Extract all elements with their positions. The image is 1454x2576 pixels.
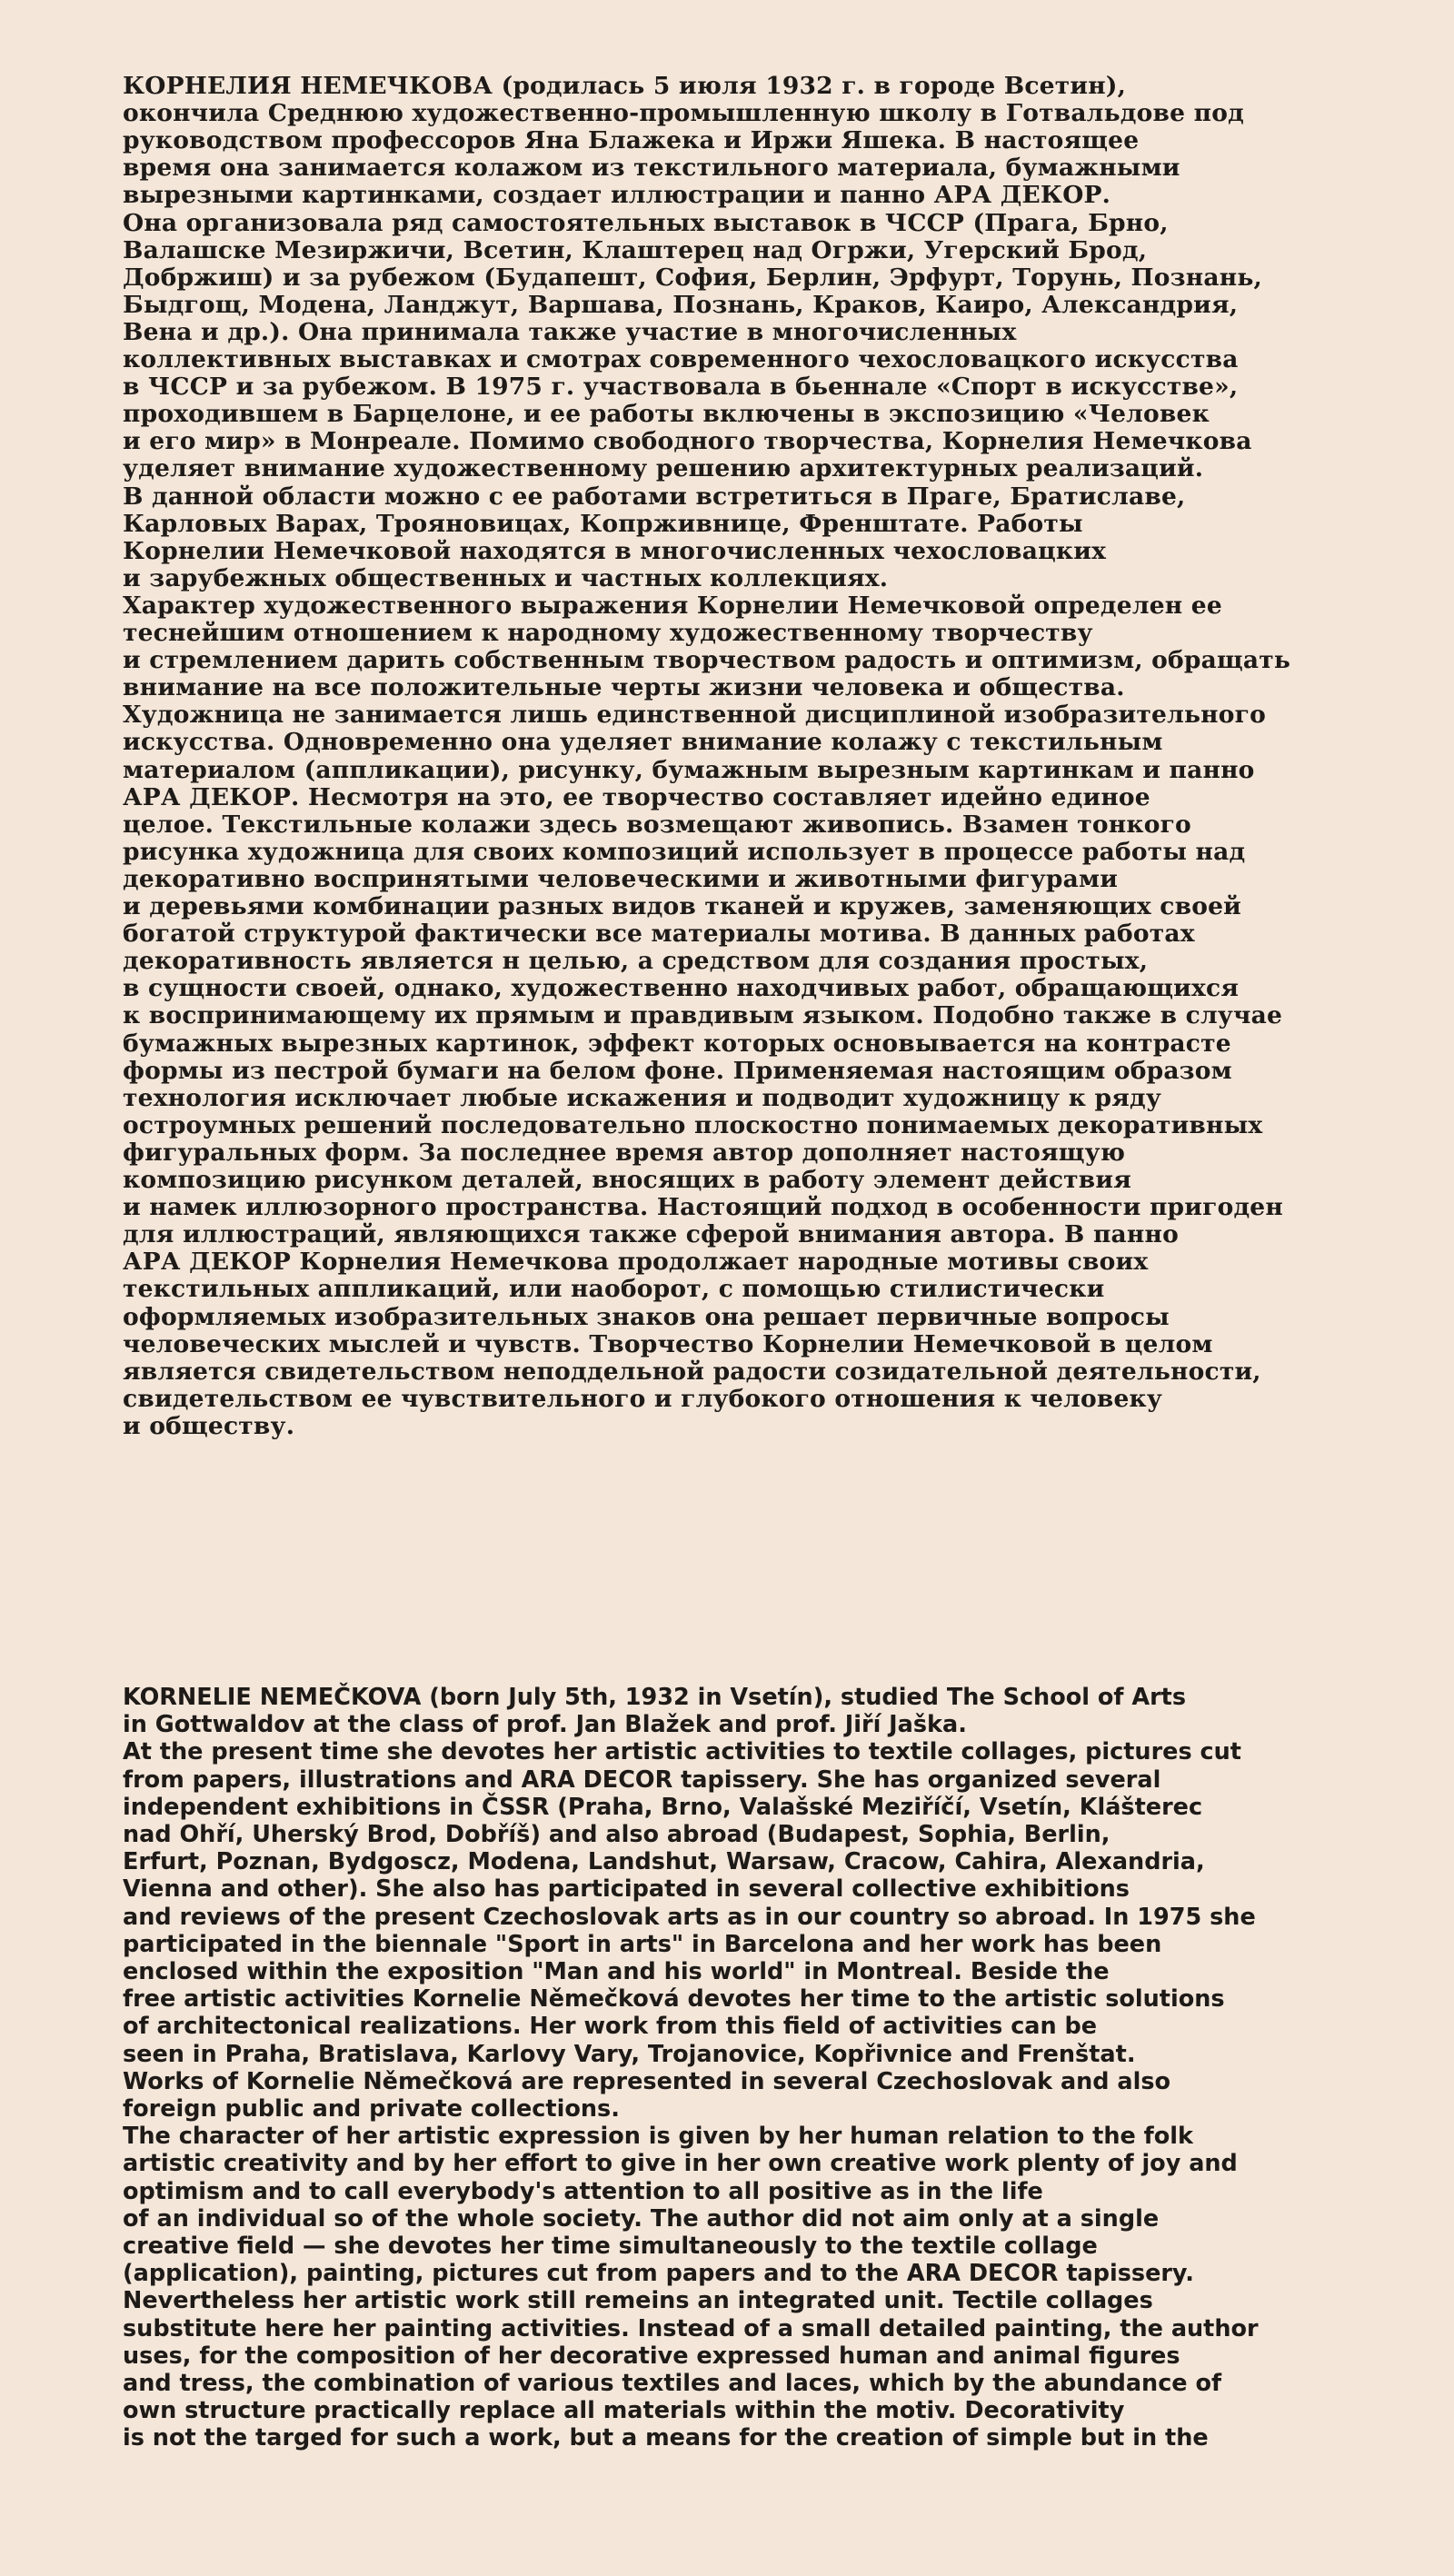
text-line: формы из пестрой бумаги на белом фоне. Применяемая настоящим образом: [123, 1056, 1232, 1085]
text-line: АРА ДЕКОР. Несмотря на это, ее творчество составляет идейно единое: [123, 782, 1150, 811]
text-line: и намек иллюзорного пространства. Настоящий подход в особенности пригоден: [123, 1193, 1283, 1222]
text-line: Nevertheless her artistic work still remeins an integrated unit. Tectile collages: [123, 2287, 1153, 2315]
text-line: Добржиш) и за рубежом (Будапешт, София, Берлин, Эрфурт, Торунь, Познань,: [123, 263, 1262, 292]
text-line: and tress, the combination of various textiles and laces, which by the abundance of: [123, 2370, 1222, 2397]
text-line: время она занимается колажом из текстильного материала, бумажными: [123, 154, 1180, 183]
text-line: uses, for the composition of her decorative expressed human and animal figures: [123, 2342, 1180, 2370]
text-line: Карловых Варах, Трояновицах, Копрживнице, Френштате. Работы: [123, 509, 1083, 538]
text-line: технология исключает любые искажения и подводит художницу к ряду: [123, 1083, 1162, 1112]
text-line: substitute here her painting activities. Instead of a small detailed painting, the author: [123, 2314, 1259, 2342]
text-line: Works of Kornelie Němečková are represented in several Czechoslovak and also: [123, 2067, 1171, 2095]
text-line: материалом (аппликации), рисунку, бумажным вырезным картинкам и панно: [123, 755, 1255, 784]
text-line: декоративно воспринятыми человеческими и животными фигурами: [123, 864, 1119, 893]
text-line: текстильных аппликаций, или наоборот, с помощью стилистически: [123, 1275, 1105, 1304]
text-line: уделяет внимание художественному решению архитектурных реализаций.: [123, 454, 1204, 483]
text-line: free artistic activities Kornelie Němečková devotes her time to the artistic solutions: [123, 1985, 1225, 2014]
text-line: и его мир» в Монреале. Помимо свободного творчества, Корнелия Немечкова: [123, 427, 1252, 456]
text-line: enclosed within the exposition "Man and his world" in Montreal. Beside the: [123, 1958, 1110, 1985]
text-line: Vienna and other). She also has participated in several collective exhibitions: [123, 1875, 1130, 1904]
text-line: фигуральных форм. За последнее время автор дополняет настоящую: [123, 1138, 1126, 1167]
text-line: искусства. Одновременно она уделяет внимание колажу с текстильным: [123, 728, 1163, 757]
text-line: and reviews of the present Czechoslovak arts as in our country so abroad. In 1975 she: [123, 1903, 1256, 1931]
text-line: nad Ohří, Uherský Brod, Dobříš) and also abroad (Budapest, Sophia, Berlin,: [123, 1821, 1110, 1848]
text-line: богатой структурой фактически все материалы мотива. В данных работах: [123, 920, 1195, 949]
text-line: foreign public and private collections.: [123, 2095, 620, 2123]
text-line: к воспринимающему их прямым и правдивым языком. Подобно также в случае: [123, 1001, 1283, 1030]
text-line: At the present time she devotes her artistic activities to textile collages, pictures cut: [123, 1738, 1241, 1766]
text-line: коллективных выставках и смотрах современного чехословацкого искусства: [123, 345, 1239, 373]
text-line: вырезными картинками, создает иллюстрации и панно АРА ДЕКОР.: [123, 181, 1111, 210]
text-line: и стремлением дарить собственным творчеством радость и оптимизм, обращать: [123, 646, 1291, 675]
text-line: в ЧССР и за рубежом. В 1975 г. участвовала в бьеннале «Спорт в искусстве»,: [123, 373, 1239, 402]
text-line: Характер художественного выражения Корнелии Немечковой определен ее: [123, 591, 1222, 620]
text-line: в сущности своей, однако, художественно находчивых работ, обращающихся: [123, 974, 1240, 1003]
text-line: of architectonical realizations. Her work from this field of activities can be: [123, 2013, 1098, 2041]
text-line: АРА ДЕКОР Корнелия Немечкова продолжает народные мотивы своих: [123, 1248, 1149, 1277]
text-line: свидетельством ее чувствительного и глубокого отношения к человеку: [123, 1384, 1163, 1413]
text-line: человеческих мыслей и чувств. Творчество Корнелии Немечковой в целом: [123, 1329, 1213, 1358]
text-line: декоративность является н целью, а средством для создания простых,: [123, 947, 1149, 976]
text-line: остроумных решений последовательно плоскостно понимаемых декоративных: [123, 1110, 1263, 1139]
text-line: Художница не занимается лишь единственной дисциплиной изобразительного: [123, 701, 1266, 730]
text-line: бумажных вырезных картинок, эффект которых основывается на контрасте: [123, 1029, 1231, 1058]
text-line: для иллюстраций, являющихся также сферой внимания автора. В панно: [123, 1220, 1179, 1249]
text-line: теснейшим отношением к народному художественному творчеству: [123, 619, 1093, 647]
text-line: КОРНЕЛИЯ НЕМЕЧКОВА (родилась 5 июля 1932 г. в городе Всетин),: [123, 72, 1127, 100]
text-line: participated in the biennale "Sport in arts" in Barcelona and her work has been: [123, 1930, 1162, 1958]
text-line: artistic creativity and by her effort to give in her own creative work plenty of joy and: [123, 2150, 1238, 2178]
text-line: окончила Среднюю художественно-промышленную школу в Готвальдове под: [123, 99, 1244, 128]
text-line: целое. Текстильные колажи здесь возмещают живопись. Взамен тонкого: [123, 810, 1191, 839]
text-line: (application), painting, pictures cut from papers and to the ARA DECOR tapissery.: [123, 2260, 1194, 2288]
text-line: Erfurt, Poznan, Bydgoscz, Modena, Landshut, Warsaw, Cracow, Cahira, Alexandria,: [123, 1848, 1205, 1876]
text-line: внимание на все положительные черты жизни человека и общества.: [123, 673, 1125, 702]
text-line: The character of her artistic expression is given by her human relation to the folk: [123, 2123, 1193, 2151]
text-line: Быдгощ, Модена, Ланджут, Варшава, Познань, Краков, Каиро, Александрия,: [123, 290, 1239, 319]
text-line: from papers, illustrations and ARA DECOR tapissery. She has organized several: [123, 1765, 1161, 1794]
text-line: Валашске Мезиржичи, Всетин, Клаштерец над Огржи, Угерский Брод,: [123, 235, 1148, 264]
text-line: Корнелии Немечковой находятся в многочисленных чехословацких: [123, 536, 1107, 565]
text-line: own structure practically replace all materials within the motiv. Decorativity: [123, 2397, 1125, 2425]
text-line: optimism and to call everybody's attention to all positive as in the life: [123, 2177, 1043, 2205]
text-line: creative field — she devotes her time simultaneously to the textile collage: [123, 2233, 1098, 2260]
text-line: и зарубежных общественных и частных коллекциях.: [123, 563, 889, 592]
text-line: рисунка художница для своих композиций использует в процессе работы над: [123, 837, 1246, 866]
text-line: является свидетельством неподдельной радости созидательной деятельности,: [123, 1357, 1261, 1386]
text-line: is not the targed for such a work, but a means for the creation of simple but in the: [123, 2424, 1209, 2452]
text-line: оформляемых изобразительных знаков она решает первичные вопросы: [123, 1302, 1170, 1331]
text-line: Вена и др.). Она принимала также участие в многочисленных: [123, 317, 1017, 346]
text-line: seen in Praha, Bratislava, Karlovy Vary, Trojanovice, Kopřivnice and Frenštat.: [123, 2040, 1136, 2068]
text-line: of an individual so of the whole society. The author did not aim only at a single: [123, 2204, 1160, 2233]
text-line: Она организовала ряд самостоятельных выставок в ЧССР (Прага, Брно,: [123, 208, 1169, 237]
text-line: композицию рисунком деталей, вносящих в работу элемент действия: [123, 1166, 1132, 1194]
text-line: руководством профессоров Яна Блажека и Иржи Яшека. В настоящее: [123, 126, 1140, 155]
text-line: KORNELIE NEMEČKOVA (born July 5th, 1932 in Vsetín), studied The School of Arts: [123, 1684, 1187, 1711]
text-line: В данной области можно с ее работами встретиться в Праге, Братиславе,: [123, 482, 1186, 511]
text-line: проходившем в Барцелоне, и ее работы включены в экспозицию «Человек: [123, 400, 1210, 429]
text-line: independent exhibitions in ČSSR (Praha, Brno, Valašské Meziříčí, Vsetín, Klášterec: [123, 1793, 1203, 1821]
text-line: in Gottwaldov at the class of prof. Jan Blažek and prof. Jiří Jaška.: [123, 1711, 967, 1739]
text-line: и деревьями комбинации разных видов тканей и кружев, заменяющих своей: [123, 892, 1242, 920]
text-line: и обществу.: [123, 1411, 295, 1440]
